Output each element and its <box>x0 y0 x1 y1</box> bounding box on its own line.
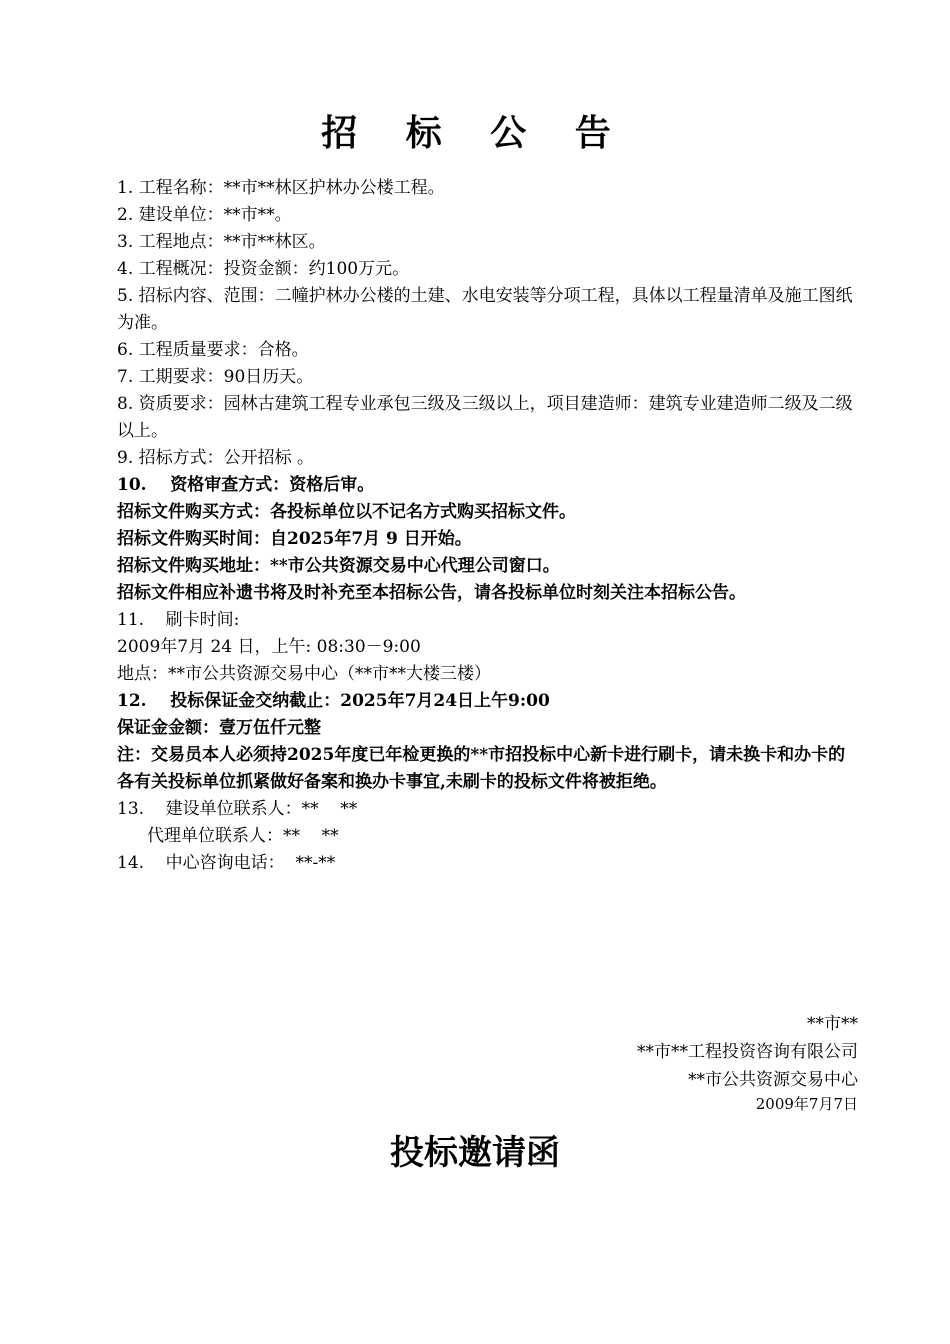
card-location: 地点：**市公共资源交易中心（**市**大楼三楼） <box>117 664 491 684</box>
signature-block <box>637 1010 858 1114</box>
invitation-title: 投标邀请函 <box>390 1133 560 1173</box>
item-13: 13. 建设单位联系人：** ** <box>117 799 358 819</box>
signature-date: 2009年7月7日 <box>755 1095 858 1113</box>
signature-org-1: **市** <box>807 1014 858 1034</box>
purchase-address: 招标文件购买地址：**市公共资源交易中心代理公司窗口。 <box>117 556 560 576</box>
item-9: 9. 招标方式：公开招标 。 <box>117 448 315 468</box>
item-5: 5. 招标内容、范围：二幢护林办公楼的土建、水电安装等分项工程，具体以工程量清单及施工图纸为准。 <box>117 286 853 333</box>
signature-org-2: **市**工程投资咨询有限公司 <box>637 1042 858 1062</box>
item-4: 4. 工程概况：投资金额：约100万元。 <box>117 259 410 279</box>
item-10: 10. 资格审查方式：资格后审。 <box>117 475 375 495</box>
item-6: 6. 工程质量要求：合格。 <box>117 340 309 360</box>
item-2: 2. 建设单位：**市**。 <box>117 205 292 225</box>
card-note: 注：交易员本人必须持2025年度已年检更换的**市招投标中心新卡进行刷卡，请未换卡和办卡的各有关投标单位抓紧做好备案和换办卡事宜,未刷卡的投标文件将被拒绝。 <box>117 745 846 792</box>
item-3: 3. 工程地点：**市**林区。 <box>117 232 326 252</box>
item-11: 11. 刷卡时间: <box>117 610 240 630</box>
signature-org-3: **市公共资源交易中心 <box>688 1070 858 1090</box>
notice-title: 招 标 公 告 <box>321 112 629 154</box>
card-time: 2009年7月 24 日，上午: 08:30－9:00 <box>117 637 421 657</box>
item-7: 7. 工期要求：90日历天。 <box>117 367 314 387</box>
agent-contact: 代理单位联系人：** ** <box>147 826 339 846</box>
deposit-amount: 保证金金额：壹万伍仟元整 <box>117 718 321 738</box>
purchase-time: 招标文件购买时间：自2025年7月 9 日开始。 <box>117 529 472 549</box>
addendum-note: 招标文件相应补遗书将及时补充至本招标公告，请各投标单位时刻关注本招标公告。 <box>117 583 746 603</box>
item-1: 1. 工程名称：**市**林区护林办公楼工程。 <box>117 178 445 198</box>
notice-body <box>117 175 857 877</box>
item-8: 8. 资质要求：园林古建筑工程专业承包三级及三级以上，项目建造师：建筑专业建造师二级及二级以上。 <box>117 394 853 441</box>
item-14: 14. 中心咨询电话： **-** <box>117 853 336 873</box>
item-12: 12. 投标保证金交纳截止：2025年7月24日上午9:00 <box>117 691 550 711</box>
purchase-method: 招标文件购买方式：各投标单位以不记名方式购买招标文件。 <box>117 502 576 522</box>
